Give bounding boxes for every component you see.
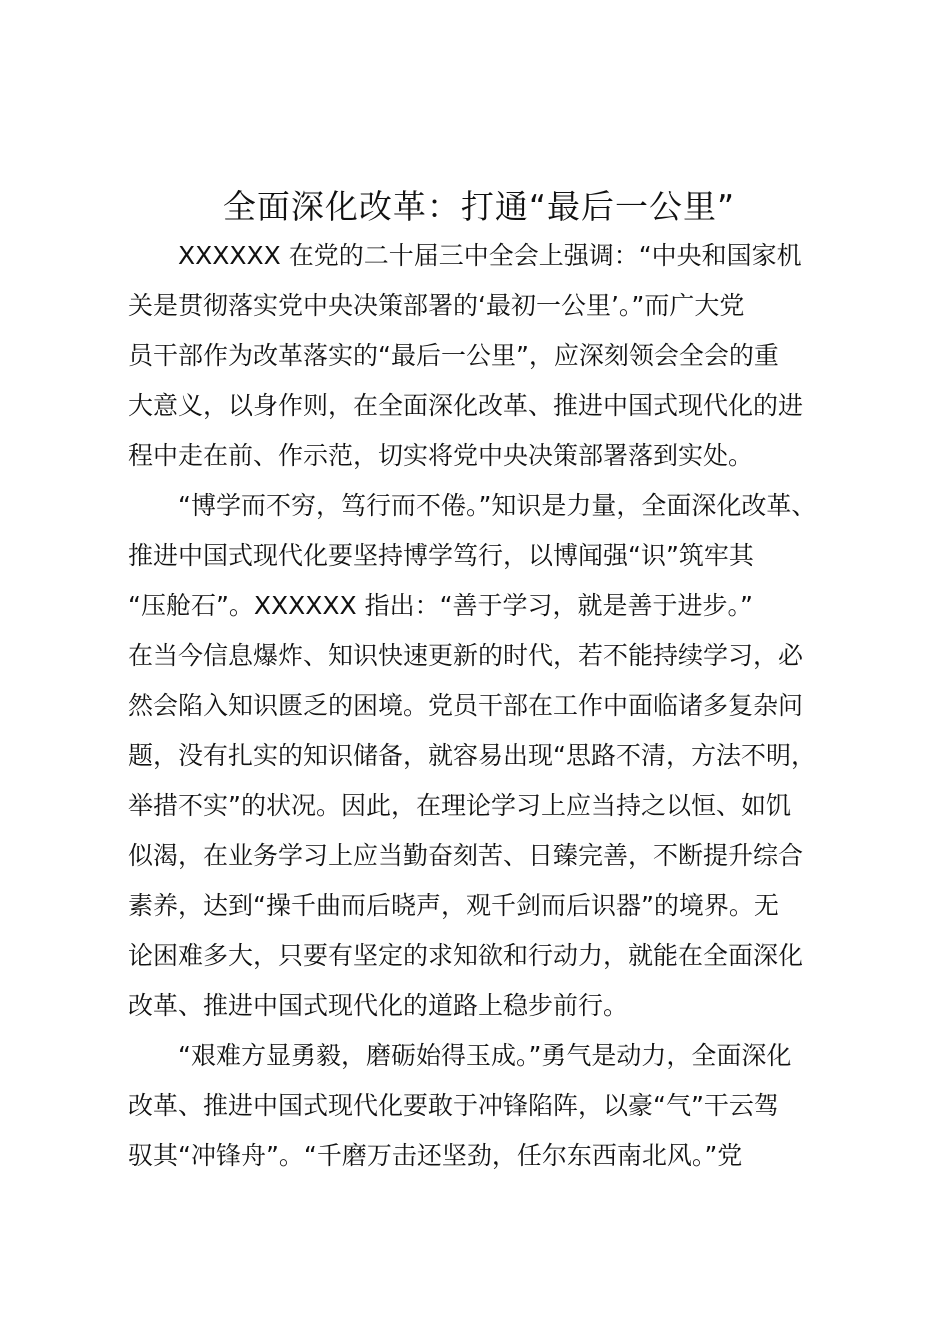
text-line: “压舱石”。XXXXXX 指出：“善于学习，就是善于进步。”: [128, 591, 754, 620]
text-line: 关是贯彻落实党中央决策部署的‘最初一公里’。”而广大党: [128, 291, 745, 320]
text-line: 素养，达到“操千曲而后晓声，观千剑而后识器”的境界。无: [128, 891, 779, 920]
paragraph-2: [128, 481, 838, 1031]
text-line: 题，没有扎实的知识储备，就容易出现“思路不清，方法不明，: [128, 741, 816, 770]
text-line: 举措不实”的状况。因此，在理论学习上应当持之以恒、如饥: [128, 791, 791, 820]
text-line: 论困难多大，只要有坚定的求知欲和行动力，就能在全面深化: [128, 941, 804, 970]
text-line: 在当今信息爆炸、知识快速更新的时代，若不能持续学习，必: [128, 641, 804, 670]
text-line: “艰难方显勇毅，磨砺始得玉成。”勇气是动力，全面深化: [178, 1041, 792, 1070]
text-line: 似渴，在业务学习上应当勤奋刻苦、日臻完善，不断提升综合: [128, 841, 804, 870]
text-line: 改革、推进中国式现代化要敢于冲锋陷阵，以豪“气”干云驾: [128, 1091, 779, 1120]
text-line: 大意义，以身作则，在全面深化改革、推进中国式现代化的进: [128, 391, 804, 420]
text-line: 员干部作为改革落实的“最后一公里”，应深刻领会全会的重: [128, 341, 779, 370]
document-title: 全面深化改革：打通“最后一公里”: [222, 187, 736, 226]
text-line: XXXXXX 在党的二十届三中全会上强调：“中央和国家机: [178, 241, 802, 270]
text-line: 改革、推进中国式现代化的道路上稳步前行。: [128, 991, 629, 1020]
text-line: 驭其“冲锋舟”。“千磨万击还坚劲，任尔东西南北风。”党: [128, 1141, 743, 1170]
text-line: 推进中国式现代化要坚持博学笃行，以博闻强“识”筑牢其: [128, 541, 754, 570]
paragraph-1: [128, 231, 838, 481]
text-line: 然会陷入知识匮乏的困境。党员干部在工作中面临诸多复杂问: [128, 691, 804, 720]
text-line: “博学而不穷，笃行而不倦。”知识是力量，全面深化改革、: [178, 491, 817, 520]
document-body: [128, 231, 838, 1181]
paragraph-3: [128, 1031, 838, 1181]
text-line: 程中走在前、作示范，切实将党中央决策部署落到实处。: [128, 441, 754, 470]
